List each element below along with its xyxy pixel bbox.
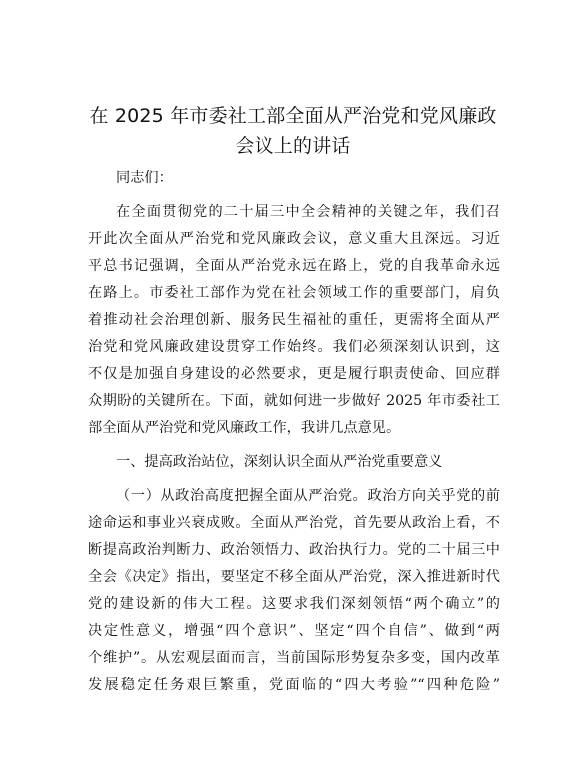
document-title bbox=[80, 101, 506, 161]
paragraph-line: 着推动社会治理创新、服务民生福祉的重任，更需将全面从严 bbox=[88, 312, 500, 328]
paragraph-line: 党的建设新的伟大工程。这要求我们深刻领悟“两个确立”的 bbox=[88, 596, 500, 612]
salutation: 同志们： bbox=[116, 170, 173, 186]
paragraph-line: （一）从政治高度把握全面从严治党。政治方向关乎党的前 bbox=[116, 488, 500, 504]
paragraph-intro bbox=[88, 199, 500, 442]
paragraph-line: 众期盼的关键所在。下面，就如何进一步做好 2025 年市委社工 bbox=[88, 393, 500, 409]
paragraph-line: 途命运和事业兴衰成败。全面从严治党，首先要从政治上看，不 bbox=[88, 515, 500, 531]
paragraph-line: 平总书记强调，全面从严治党永远在路上，党的自我革命永远 bbox=[88, 258, 500, 274]
paragraph-line: 不仅是加强自身建设的必然要求，更是履行职责使命、回应群 bbox=[88, 366, 500, 382]
paragraph-line: 开此次全面从严治党和党风廉政会议，意义重大且深远。习近 bbox=[88, 231, 500, 247]
paragraph-line: 在路上。市委社工部作为党在社会领域工作的重要部门，肩负 bbox=[88, 285, 500, 301]
paragraph-line: 个维护”。从宏观层面而言，当前国际形势复杂多变，国内改革 bbox=[88, 650, 500, 666]
document-body bbox=[88, 165, 500, 699]
paragraph-political-height bbox=[88, 483, 500, 699]
paragraph-line: 决定性意义，增强“四个意识”、坚定“四个自信”、做到“两 bbox=[88, 623, 500, 639]
paragraph-line: 断提高政治判断力、政治领悟力、政治执行力。党的二十届三中 bbox=[88, 542, 500, 558]
section-heading: 一、提高政治站位，深刻认识全面从严治党重要意义 bbox=[116, 454, 443, 470]
paragraph-line: 部全面从严治党和党风廉政工作，我讲几点意见。 bbox=[88, 420, 401, 436]
paragraph-line: 全会《决定》指出，要坚定不移全面从严治党，深入推进新时代 bbox=[88, 569, 500, 585]
paragraph-line: 治党和党风廉政建设贯穿工作始终。我们必须深刻认识到，这 bbox=[88, 339, 500, 355]
title-line: 会议上的讲话 bbox=[235, 135, 351, 157]
paragraph-line: 发展稳定任务艰巨繁重，党面临的“四大考验”“四种危险” bbox=[88, 677, 500, 693]
title-line: 在 2025 年市委社工部全面从严治党和党风廉政 bbox=[89, 105, 497, 127]
paragraph-line: 在全面贯彻党的二十届三中全会精神的关键之年，我们召 bbox=[116, 204, 500, 220]
